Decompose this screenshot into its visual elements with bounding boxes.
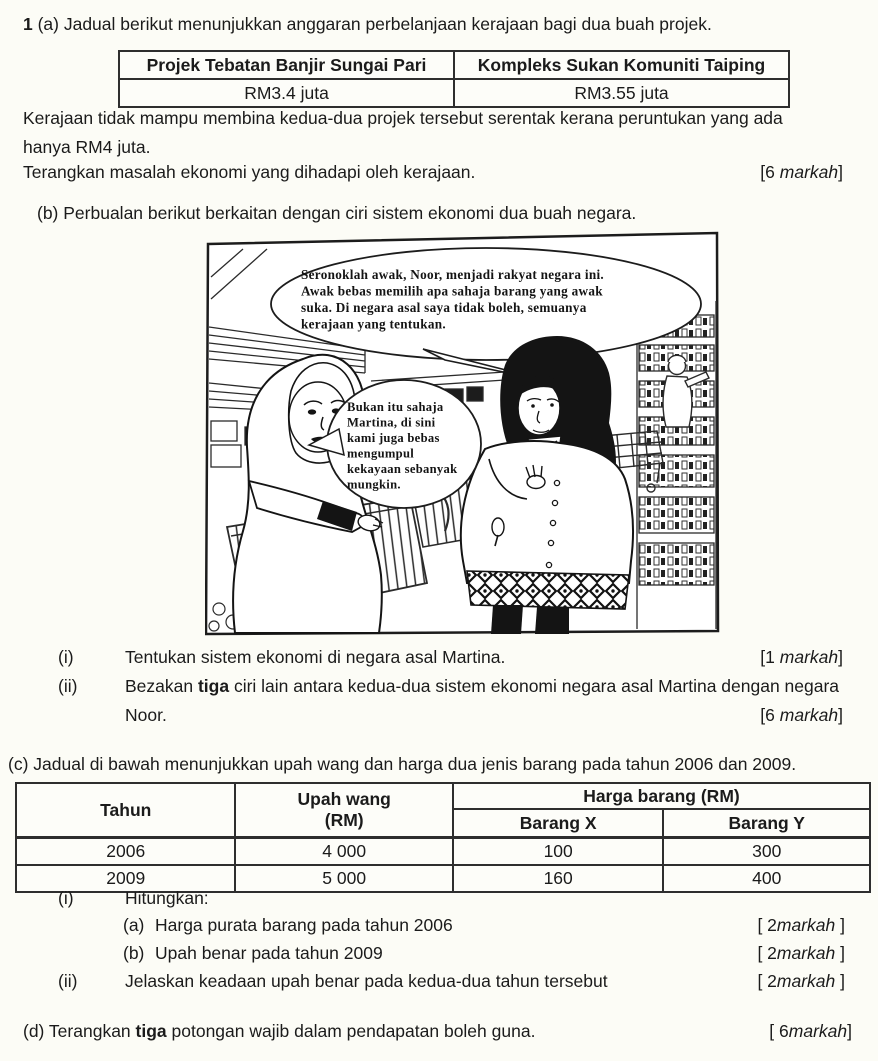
comic-illustration xyxy=(205,231,720,637)
bubble-noor-line-3: kami juga bebas xyxy=(347,431,440,445)
bubble-noor-line-4: mengumpul xyxy=(347,446,415,461)
bubble-noor-line-2: Martina, di sini xyxy=(347,415,436,430)
col-header-barang-y: Barang Y xyxy=(663,809,870,838)
marks-1c-ii: [ 2markah ] xyxy=(757,971,845,991)
wage-price-table xyxy=(15,782,871,893)
item-label: (i) xyxy=(58,888,74,908)
marks-1a: [6 markah] xyxy=(760,162,843,182)
marks-1b-i: [1 markah] xyxy=(760,647,843,667)
bubble-noor-line-6: mungkin. xyxy=(347,477,401,492)
barang-y-cell: 300 xyxy=(663,838,870,866)
question-1b-ii-continued xyxy=(125,705,843,726)
question-1c-i-b-row xyxy=(123,943,845,964)
project-2-cost: RM3.55 juta xyxy=(454,79,789,107)
question-number: 1 xyxy=(23,14,33,34)
item-label: (i) xyxy=(58,647,74,667)
item-label: (ii) xyxy=(58,971,78,991)
project-1-header: Projek Tebatan Banjir Sungai Pari xyxy=(119,51,454,79)
col-header-tahun: Tahun xyxy=(16,783,235,838)
tahun-cell: 2006 xyxy=(16,838,235,866)
question-1b-ii-text: Bezakan tiga ciri lain antara kedua-dua sistem ekonomi negara asal Martina dengan negara xyxy=(125,676,840,696)
projects-budget-table xyxy=(118,50,790,108)
barang-y-cell: 400 xyxy=(663,865,870,892)
question-1c-i-text: Hitungkan: xyxy=(125,888,209,908)
marks-1d: [ 6markah] xyxy=(769,1021,852,1041)
marks-1c-i-b: [ 2markah ] xyxy=(757,943,845,963)
upah-cell: 5 000 xyxy=(235,865,452,892)
col-header-upah: Upah wang (RM) xyxy=(235,783,452,838)
marks-1b-ii: [6 markah] xyxy=(760,705,843,725)
question-1b-i-text: Tentukan sistem ekonomi di negara asal Martina. xyxy=(125,647,506,667)
question-1c-i-a-row xyxy=(123,915,845,936)
col-header-barang-x: Barang X xyxy=(453,809,664,838)
bubble-noor-line-1: Bukan itu sahaja xyxy=(347,400,444,414)
martina-blouse xyxy=(461,441,633,583)
supermarket-conversation-drawing xyxy=(205,231,720,637)
question-1a-intro-text: (a) Jadual berikut menunjukkan anggaran perbelanjaan kerajaan bagi dua buah projek. xyxy=(32,14,712,34)
question-1c-i-a-text: Harga purata barang pada tahun 2006 xyxy=(155,915,453,935)
item-label: (b) xyxy=(123,943,145,963)
question-1d-text: (d) Terangkan tiga potongan wajib dalam pendapatan boleh guna. xyxy=(23,1021,536,1041)
question-1c-i-b-text: Upah benar pada tahun 2009 xyxy=(155,943,383,963)
bubble-martina-line-4: kerajaan yang tentukan. xyxy=(301,316,447,332)
question-1a-intro xyxy=(23,14,712,35)
question-1c-ii-text: Jelaskan keadaan upah benar pada kedua-dua tahun tersebut xyxy=(125,971,608,991)
question-1b-ii-text-2: Noor. xyxy=(125,705,167,725)
bubble-martina-line-3: suka. Di negara asal saya tidak boleh, semuanya xyxy=(301,300,587,315)
note-line-1: Kerajaan tidak mampu membina kedua-dua projek tersebut serentak kerana peruntukan yang ada xyxy=(23,108,783,128)
barang-x-cell: 100 xyxy=(453,838,664,866)
tahun-cell: 2009 xyxy=(16,865,235,892)
bubble-martina-line-2: Awak bebas memilih apa sahaja barang yang awak xyxy=(301,283,603,299)
question-1b-intro: (b) Perbualan berikut berkaitan dengan ciri sistem ekonomi dua buah negara. xyxy=(37,203,637,223)
col-header-harga-group: Harga barang (RM) xyxy=(453,783,870,809)
upah-cell: 4 000 xyxy=(235,838,452,866)
question-1c-i-row xyxy=(58,888,209,909)
question-1c-intro: (c) Jadual di bawah menunjukkan upah wang dan harga dua jenis barang pada tahun 2006 dan 2009. xyxy=(8,754,797,774)
question-1a-task-text: Terangkan masalah ekonomi yang dihadapi oleh kerajaan. xyxy=(23,162,476,182)
project-1-cost: RM3.4 juta xyxy=(119,79,454,107)
wage-table-row-2006 xyxy=(16,838,870,866)
question-1a-note xyxy=(23,104,783,162)
project-2-header: Kompleks Sukan Komuniti Taiping xyxy=(454,51,789,79)
question-1c-ii-row xyxy=(58,971,845,992)
barang-x-cell: 160 xyxy=(453,865,664,892)
item-label: (ii) xyxy=(58,676,78,696)
marks-1c-i-a: [ 2markah ] xyxy=(757,915,845,935)
projects-table-header-row xyxy=(119,51,789,79)
wage-table-header-row-1 xyxy=(16,783,870,809)
bubble-martina-line-1: Seronoklah awak, Noor, menjadi rakyat negara ini. xyxy=(301,267,605,282)
projects-table-value-row xyxy=(119,79,789,107)
martina-batik-hem xyxy=(467,571,629,609)
question-1a-task-row xyxy=(23,162,843,183)
question-1b-i-row xyxy=(58,647,843,668)
bubble-noor-line-5: kekayaan sebanyak xyxy=(347,462,458,476)
item-label: (a) xyxy=(123,915,145,935)
note-line-2: hanya RM4 juta. xyxy=(23,137,151,157)
question-1b-ii-row xyxy=(58,676,865,697)
question-1d-row xyxy=(23,1021,852,1042)
